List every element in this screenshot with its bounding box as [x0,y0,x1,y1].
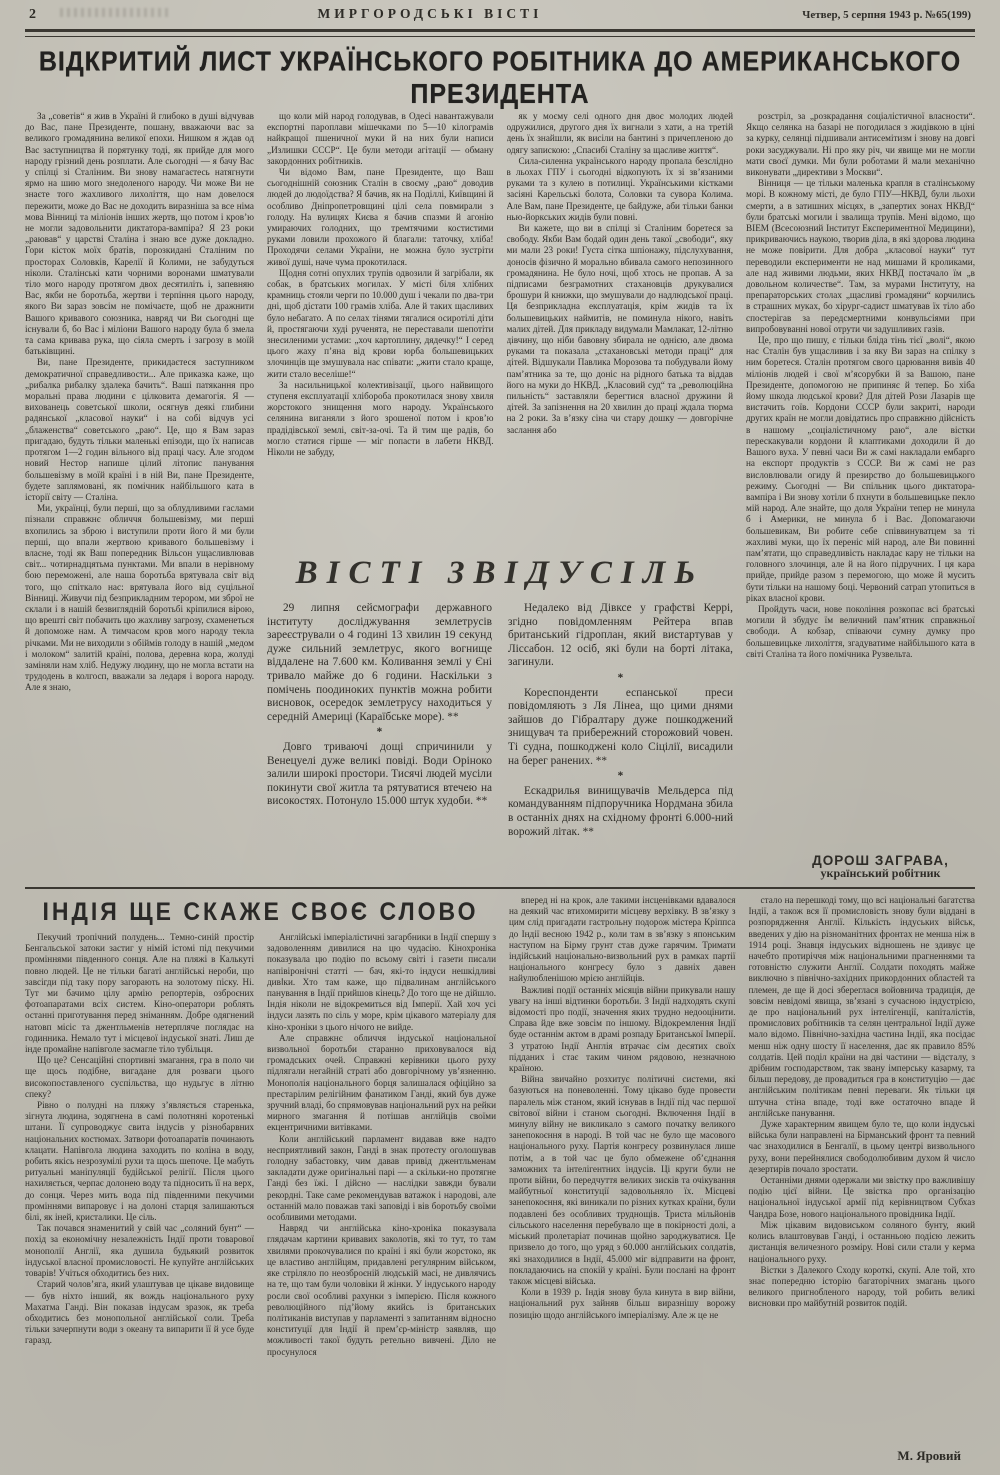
paragraph: За „советів“ я жив в Україні й глибоко в душі відчував до Вас, пане Президенте, пошану, вважаючи вас за великого громадянина великої епохи. Нишком я ждав од Вас заступництва й порятунку тоді, як прийде для мого народу грізний день розплати. Але сьогодні — я бачу Вас у спілці зі Сталіним. Ви знову намагаєтесь натягнути ярмо на шию мого знедоленого народу. Чи може Ви не знаєте того жахливого лихоліття, що нам довелося пережити, може до Вас не доходить виразніша за все німа мова Вінниці та міліонів інших жертв, що потом і кров’ю не могли задовольнити диктатора-вампіра? Я 23 роки „раював“ у царстві Сталіна і знаю все дуже докладно. Гори кісток моїх братів, порозкидані Сталіним по просторах Соловків, Карелії й Колими, не забудуться ніколи. Сталінські кати чорними воронами шматували тіло мого народу протягом двох десятиліть і, запевняю Вас, якби не боротьба, жертви і терпіння цього народу, якого Ви зараз зовсім не помічаєте, щоб не дражнити Вашого кривавого союзника, навряд чи Ви сьогодні ще існували б, бо Вас і міліони Вашого народу була б змела та сама кривава рука, що сіяла смерть і загрозу в моїй батьківщині. [25,111,254,357]
paragraph: Англійські імперіалістичні загарбники в Індії спершу з задоволенням дивилися на цю чудасію. Кінохроніка показувала цю подію по всьому світі і газети писали напівіронічні статті — бач, які-то індуси нешкідливі дивاки. Хто там каже, що підвалинам англійського панування в Індії прийшов кінець? До того ще не дійшло. Індія ніколи не відокремиться від Імперії. Хай хоч усі індуси лазять по сіль у море, крім цікавого матеріалу для кіно-хроніки з цього нічого не вийде. [267,932,496,1032]
letter-column-3 [507,111,734,549]
section-divider-rule [25,887,975,889]
paragraph: Ви, пане Президенте, прикидаєтеся заступником демократичної справедливости... Але приказка каже, що „рибалка рибалку здалека бачить“. Ваші патякання про моральні права людини є цілковита демагогія. Я — вихованець советської школи, осягнув деякі глибини радянської „класової науки“ і на собі відчув усі „блаженства“ советського „раю“. Це, що я Вам зараз пригадаю, будуть тільки маленькі епізоди, що їх написав протягом 1—2 годин вільного від праці часу. Але згодом новий Нестор напише цілий літопис панування большевізму в моїй країні і в ній Ви, пане Президенте, будете заплямовані, як помічник найбільшого ката в історії світу — Сталіна. [25,357,254,502]
letter-middle [267,111,733,549]
masthead-title: МИРГОРОДСЬКІ ВІСТІ [317,6,543,21]
paragraph: розстріл, за „розкрадання соціалістичної власности“. Якщо селянка на базарі не погодилася з жидівкою в ціні за курку, селянці підшивали антисемітизм і знову на довгі роки засуджували. Ні про яку річ, чи явище ми не могли мати своєї думки. Ми були роботами й мали механічно виконувати „директиви з Москви“. [746,111,975,178]
item-separator: * [376,726,383,739]
letter-signature-role: український робітник [820,865,941,880]
letter-column-2 [267,111,494,549]
india-left-columns [25,932,496,1463]
india-signature: М. Яровий [897,1447,961,1463]
paragraph: Сила-силенна українського народу пропала безслідно в льохах ГПУ і сьогодні відкопують їх зі зв’язаними руками та з кулею в потилиці. Українськими кістками засіяні Карельські болота, Соловки та сувора Колима. Але Вам, пане Президенте, це байдуже, аби тільки банки нью-йоркських жидів були повні. [506,155,733,222]
middle-columns [267,111,733,883]
paragraph: Що це? Сенсаційні спортивні змагання, гра в поло чи ще щось подібне, вигадане для розваги цього високопоставленого суспільства, що нудьгує в літню спеку? [25,1055,254,1099]
paragraph: Довго триваючі дощі спричинили у Венецуелі дуже великі повіді. Води Оріноко залили широкі простори. Тисячі людей мусіли покинути свої житла та рятуватися втечею на високостях. Потонуло 15.000 штук худоби. ** [267,740,492,808]
india-column-1 [25,932,254,1463]
india-column-4-text [749,895,976,1446]
paragraph: Дуже характерним явищем було те, що коли індуські війська були направлені на Бірманський фронт та певний час знаходилися в Бенгалії, в цьому центрі визвольного руху, вони перейнялися свободолюбивим духом й число дезертирів почало зростати. [748,1119,975,1174]
paragraph: Навряд чи англійська кіно-хроніка показувала глядачам картини кривавих заколотів, які то тут, то там хвилями прокочувалися по країні і які були жорстоко, як це властиво англійцям, придавлені регулярним військом, яке стріляло по неозброєній людській масі, не дивлячись на те, що там були чоловіки й жінки. У індуського народу росли свої особливі рахунки з імперією. Після кожного революційного під’йому якийсь із британських політиканів виступав у парламенті з запитанням відносно конституції для Індії й прем’єр-міністр заявляв, що можливості такої будуть ретельно вивчені. Діло не просунулося [267,1223,496,1357]
india-left-half [25,895,496,1463]
news-roundup-left-column [267,602,492,883]
paragraph: Так почався знаменитий у свій час „соляний бунт“ — похід за економічну незалежність Індії проти товарової монополії Англії, яка душила будьякий розвиток індуської власної промисловості. Не купуйте англійських товарів! Учіться обходитись без них. [25,1223,254,1279]
paragraph: За насильницької колективізації, цього найвищого ступеня експлуатації хлібороба прокотилася знову хвиля жорстокого знищення мого народу. Українського селянина виганяли з його зрошеної потом і кров’ю прадідівської землі, світ-за-очі. Та й тим ще радів, бо могло статися гірше — міг попасти в лабети НКВД. Ніколи не забуду, [267,379,494,458]
paragraph: Ви кажете, що ви в спілці зі Сталіним боретеся за свободу. Якби Вам бодай один день такої „свободи“, яку ми мали 23 роки! Густа сітка шпіонажу, підслухування, доносів фізично й морально вбивала самого непозинного громадянина. Не було ночі, щоб хтось не пропав. А за підписами безграмотних стахановців друкувалися брошури й книжки, що змушували до надлюдської праці. Ця безприкладна експлуатація, крім жидів та їх большевицьких наймитів, не поминула нікого, навіть малих дітей. Для прикладу видумали Мамлакат, 12-літню дівчину, що ніби бавовну збирала не однією, але двома руками та показала „стахановські методи праці“ для дітей. Відшукали Павлика Морозова та побудували йому пам’ятника за те, що доніс на рідного батька та віддав його на муки до НКВД. „Класовий суд“ та „революційна пильність“ заставляли берегтися власної дружини й дітей. За запізнення на 20 хвилин до праці ждала тюрма на 2 роки. За в’язку сіна чи стару дошку — довгорічне заслання або [506,223,733,435]
news-roundup-columns [267,602,733,883]
news-roundup-section [267,553,733,883]
paragraph: що коли мій народ голодував, в Одесі навантажували експортні пароплави мішечками по 5—10 кілограмів найкращої пшеничної муки й на них були написи „Излишки СССР“. Це були методи агітації — обману закордонних робітників. [267,111,494,166]
paragraph: Вістки з Далекого Сходу короткі, скупі. Але той, хто знає попередню історію багаторічних змагань цього великого пригнобленого народу, той робить великі висновки про майбутній розвиток подій. [748,1264,975,1309]
paragraph: Ескадрилья винищувачів Мельдерса під командуванням підпоручника Нордмана збила в останніх днях на східному фронті 6.000-ний ворожий літак. ** [508,784,733,838]
letter-column-1 [25,111,254,883]
paragraph: Війна звичайно розхитує політичні системи, які базуються на поневоленні. Тому цікаво буде провести паралель між станом, який існував в Індії під час першої світової війни і станом сьогодні. Включення Індії в минулу війну не викликало з самого початку великого занепокоєння в народі. В той час не було ще масового національного руху. Партія конгресу розвинулася лише потім, а в той час це було обмежене об’єднання заможних та інтелігентних індусів. Ці круги були не проти війни, бо передчуття великих зисків та очікування майбутньої конституції задовольняло їх. Місцеві занепокоєння, які виникали по різних кутках країни, були подавлені без особливих труднощів. Триста мільйонів сільського населення перебувало ще в покірності долі, а міський пролетаріат починав щойно зароджуватися. Це призвело до того, що уряд з 60.000 англійських солдатів, які знаходилися в Індії, 45.000 міг відправити на фронт, покладаючись на спокій у країні. Були послані на фронт також місцеві війська. [509,1074,736,1286]
item-separator: * [617,671,624,684]
paragraph: Пройдуть часи, нове покоління розкопає всі братські могили й збудує їм величний пам’ятник справжньої свободи. А кобзар, співаючи сумну думку про большевицьке лихоліття, згадуватиме найбільшого ката в світі Сталіна та його помічника Рузвельта. [746,603,975,659]
paragraph: Коли в 1939 р. Індія знову була кинута в вир війни, національний рух зайняв більш виразнішу ворожу позицію щодо англійського імперіалізму. Але ж це не [509,1287,736,1320]
paragraph: вперед ні на крок, але такими інсценівками вдавалося на деякий час втихомирити місцеву верхівку. В зв’язку з цим слід пригадати гастрольну подорож містера Кріппса до Індії весною 1942 р., коли там в зв’язку з японським наступом на Бірму грунт став дуже гарячим. Тримати індійський національно-визвольний рух в рамках партії національного конгресу було з давніх давен найулюбленішою мрією англійців. [509,895,736,984]
paragraph: Між цікавим видовиськом соляного бунту, який колись влаштовував Ганді, і останньою подією лежить дистанція величезного розміру. Нові сили стали у керма національного руху. [748,1219,975,1264]
india-column-4 [749,895,976,1463]
paragraph: Коли англійський парламент видавав вже надто несприятливий закон, Ганді в знак протесту оголошував голодну забастовку, чим давав привід джентльменам закладати дуже оригінальні парі — а скільки-но протягне Ганді без їжі. І дійсно — наслідки завжди бували рекордні. Таке саме рекомендував ватажок і народові, але останній мало поважав такі заповіді і вів боротьбу своїми особливими методами. [267,1133,496,1223]
paragraph: Рівно о полудні на пляжу з’являється старенька, зігнута людина, зодягнена в самі полотняні коротенькі штани. Її супроводжує свита індусів у різнобарвних національних костюмах. Затвори фотоапаратів починають клацати. Напівгола людина заходить по коліна в воду, робить якісь незрозумілі рухи та щось шепоче. Це мабуть ритуальні маніпуляції будійської релігії. Після цього нахиляється, черпає долонею воду та підносить її на верх, до сонця. Через мить вода під південними пекучими проміннями випаровує і на долоні старця залишаються білі, як іней, кристалики. Це сіль. [25,1100,254,1223]
paragraph: Чи відомо Вам, пане Президенте, що Ваш сьогоднішній союзник Сталін в своєму „раю“ доводив людей до людоїдства? Я бачив, як на Поділлі, Київщині й особливо Дніпропетровщині цілі села повмирали з голоду. На вулицях Києва я бачив спазми й агонію умираючих голодних, що тремтячими костистими руками ловили прохожого й благали: таточку, хліба! Проходячи селами України, не можна було зустріти живої душі, наче чума прокотилася. [267,167,494,267]
india-right-half [509,895,975,1463]
paragraph: як у моєму селі одного дня двоє молодих людей одружилися, другого дня їх вигнали з хати, а на третій день їх знайшли, як висіли на бантині з причепленою до одягу запискою: „Спасибі Сталіну за щасливе життя“. [506,111,733,155]
letter-article [25,111,975,883]
paragraph: 29 липня сейсмографи державного інституту досліджування землетрусів зареєстрували о 4 годині 13 хвилин 19 секунд дуже сильний землетрус, якого вогнище віддалене на 7.600 км. Коливання землі у Єні тривало майже до 6 години. Наскільки з помічень поодиноких пунктів можна робити висновок, осередок землетрусу находиться у середній Америці (Караїбське море). ** [267,602,492,723]
news-roundup-heading: ВІСТІ ЗВІДУСІЛЬ [295,555,705,591]
ink-smudge [60,8,170,17]
letter-column-4-text [746,111,975,849]
india-article [25,895,975,1463]
paragraph: Кореспонденти еспанської преси повідомляють з Ля Лінеа, що цими днями зайшов до Гібралтару дуже пошкоджений знищувач та прибережний сторожовий човен. Ті судна, пошкоджені коло Сіцілії, висадили на берег ранених. ** [508,686,733,767]
paragraph: Важливі події останніх місяців війни прикували нашу увагу на інші відтинки боротьби. З Індії надходять скупі відомості про події, значення яких трудно недооцінити. Справа йде вже зовсім по іншому. Відокремлення Індії буде останнім актом в драмі розпаду Британської Імперії. З утратою Індії Англія втрачає сім десятих своїх підданих і стає таким чином рядовою, незначною країною. [509,984,736,1074]
header-rule [25,29,975,37]
paragraph: стало на перешкоді тому, що всі національні багатства Індії, а також вся її промисловість знову були віддані в розпорядження Англії. Кількість індуських військ, введених у дію на різноманітних фронтах не менша ніж в 1914 році. Знавця індуських відношень не здивує це начебто протиріччя між національними прагненнями та готовністю служити Англії. Солдати походять майже виключно з північно-західних прикордонних областей та племен, де ще й досі збереглася войовнича традиція, де зовсім невідомі явища, зв’язані з сучасною індустрією, де про національний рух інтелігенції, капіталістів, промислових робітників та селян центральної Індії дуже мало відомо. Північно-західна частина Індії, яка посідає менш ніж одну шосту її населення, дає як правило 85% солдатів. Цей поділ країни на дві частини — відсталу, з дрібним господарством, так звану імперську казарму, та більш передову, де провадиться гра в конституцію — дає англійським політикам певні переваги. Як тільки ця штучна стіна впаде, тоді вже остаточно впаде й англійське панування. [748,895,975,1118]
page-number: 2 [29,7,36,22]
news-roundup-right-column [508,602,733,883]
paragraph: Ми, українці, були перші, що за облудливими гаслами пізнали справжнє обличчя большевізму, ми перші вхопились за зброю і виступили проти його й ми були перші, що впали жертвою кривавого большевізму і власне, тоді як Ваш попередник Вільсон ущасливлював світ... чотирнадцятьма пунктами. Ми впали в нерівному бою переможені, але наша боротьба врятувала світ від того, що спіткало нас: врятувала його від суцільної Вінниці. Живучи під безприкладним терором, ми зброї не склали і в нашій безвиглядній боротьбі кріпилися вірою, що врешті світ побачить цю жахливу загрозу, схаменеться й допоможе нам. А тимчасом кров мого народу текла річками. Ми не виходили з обіймів голоду в нашій „медом і молоком“ залитій країні, полова, деревна кора, жолуді заміняли нам хліб. Недужу людину, що не могла встати на трудодень в колгосп, вважали за ледаря і ворога народу. Але я знаю, [25,503,254,693]
paragraph: Це, про що пишу, є тільки бліда тінь тієї „волі“, якою нас Сталін був ущасливив і за яку Ви зараз на спілку з ним боретеся. Сталін протягом свого царювання вивів 40 міліонів людей і свої м’ясорубки й за Вашою, пане Президенте, допомогою не припиняє й тепер. Бо хіба йому шкода людської крови? Для дітей Рози Лазарів ще вистачить гоїв. Кордони СССР були закриті, народи других країн не могли довідатись про справжню дійсність в нашому „соціалістичному раю“, але вістки перескакували кордони й клаптиками доходили й до Вашого вуха. У певні часи Ви ж самі накладали ембарго на експорт продуктів з СССР. Ви ж самі не раз висловлювали огиду й презирство до большевицького режиму. Сьогодні — Ви спільник цього диктатора-вампіра і Ви знову хотіли б пхнути в большевицьке пекло мій народ. Але знайте, що доля України тепер не минула б і Америки, не минула б і Вас. Допомагаючи большевикам, Ви робите себе співвинуватцем за ті жахливі муки, що їх переніс мій народ, але Ви повинні пам’ятати, що справедливість накладає кару не тільки на головного злочинця, але й на його підручних. І ця кара прийде, прийде разом з перемогою, що може й мусить бути тільки на нашому боці. Червоний сатрап утопиться в ріках власної крови. [746,335,975,603]
india-column-2 [267,932,496,1463]
india-column-3 [509,895,736,1463]
india-headline: ІНДІЯ ЩЕ СКАЖЕ СВОЄ СЛОВО [42,897,479,926]
paragraph: Недалеко від Дівксе у графстві Керрі, згідно повідомленням Рейтера впав британський гідроплан, який вистартував у Ліссабон. 12 осіб, які були на борті літака, загинули. [508,602,733,669]
item-separator: * [617,770,624,783]
date-issue-line: Четвер, 5 серпня 1943 р. №65(199) [802,9,971,21]
paragraph: Вінниця — це тільки маленька крапля в сталінському морі. В кожному місті, де було ГПУ—НКВД, були льохи смерти, а в затишних місцях, в „запертих зонах НКВД“ були братські могили і звалища трупів. Мені відомо, що ВІЕМ (Всесоюзний Інститут Експериментної Медицини), прикриваючись наукою, творив діла, в які здорова людина не може повірити. Для добра „класової науки“ тут переводили експерименти не над мишами й кроликами, але над живими людьми, яких НКВД постачало їм „в довольном количестве“. Там, за мурами Інституту, на препараторських столах „щасливі громадяни“ корчились в страшних муках, бо хірург-садист шматував їх тіло або спостерігав за передсмертними конвульсіями при випробовуванні нової отрути чи задушливих газів. [746,178,975,334]
paragraph: Але справжнє обличчя індуської національної визвольної боротьби старанно приховувалося від громадських очей. Справжні керівники цього руху підлягали негайній страті або довгорічному ув’язненню. Монополія національного борця залишалася офіційно за престарілим релігійним фанатиком Ганді, який був дуже зручний владі, бо спрямовував національний рух на рейки мирного змагання й потішав англійців своїми екцентричними витівками. [267,1032,496,1133]
paragraph: Пекучий тропічний полудень... Темно-синій простір Бенгальської затоки застиг у німій істомі під пекучими проміннями південного сонця. Але на пляжі в Калькуті повно людей. Це не тільки багаті англійські нероби, що завсігди під таку пору загорають на золотому піску. Ні. Тут ми бачимо цілу армію репортерів, озброєних фотоапаратами всіх систем. Кіно-оператори роблять останні приготування перед зніманням. Добре одягнений натовп місіс та джентльменів нетерпляче поглядає на годинника. Немало тут і місцевої індуської знаті. Лиш де інде промайне напівголе засмагле тіло тубільця. [25,932,254,1055]
letter-signature-name: ДОРОШ ЗАГРАВА, [812,852,949,868]
letter-column-4 [746,111,975,883]
letter-headline: ВІДКРИТИЙ ЛИСТ УКРАЇНСЬКОГО РОБІТНИКА ДО АМЕРИКАНСЬКОГО ПРЕЗИДЕНТА [38,46,962,110]
paragraph: Останніми днями одержали ми звістку про важливішу подію цієї війни. Це звістка про організацію національної індуської армії під керівництвом Субхаз Чандра Бозе, нового національного провідника Індії. [748,1175,975,1219]
paragraph: Щодня сотні опухлих трупів одвозили й загрібали, як собак, в братських могилах. У місті біля хлібних крамниць стояли черги по 10.000 душ і чекали по два-три дні, щоб дістати 100 грамів хліба. Але й таких щасливих було небагато. А по селах тінями тягалися осиротілі діти й, простягаючи худі рученята, не переставали шепотіти знесиленими устами: „хоч картоплину, дядечку!“ І серед цього жаху п’яна від крови юрба большевицьких злочинців ще змушувала нас співати: „жити стало краще, жити стало веселіше!“ [267,267,494,379]
letter-signature [746,849,975,883]
paragraph: Старий чолов’яга, який улаштував це цікаве видовище — був ніхто інший, як вождь національного руху Махатма Ганді. Він показав індусам зразок, як треба обходитись без монопольної англійської соли. Треба тільки зачерпнути води з океану та випарити її й усе буде гаразд. [25,1279,254,1346]
